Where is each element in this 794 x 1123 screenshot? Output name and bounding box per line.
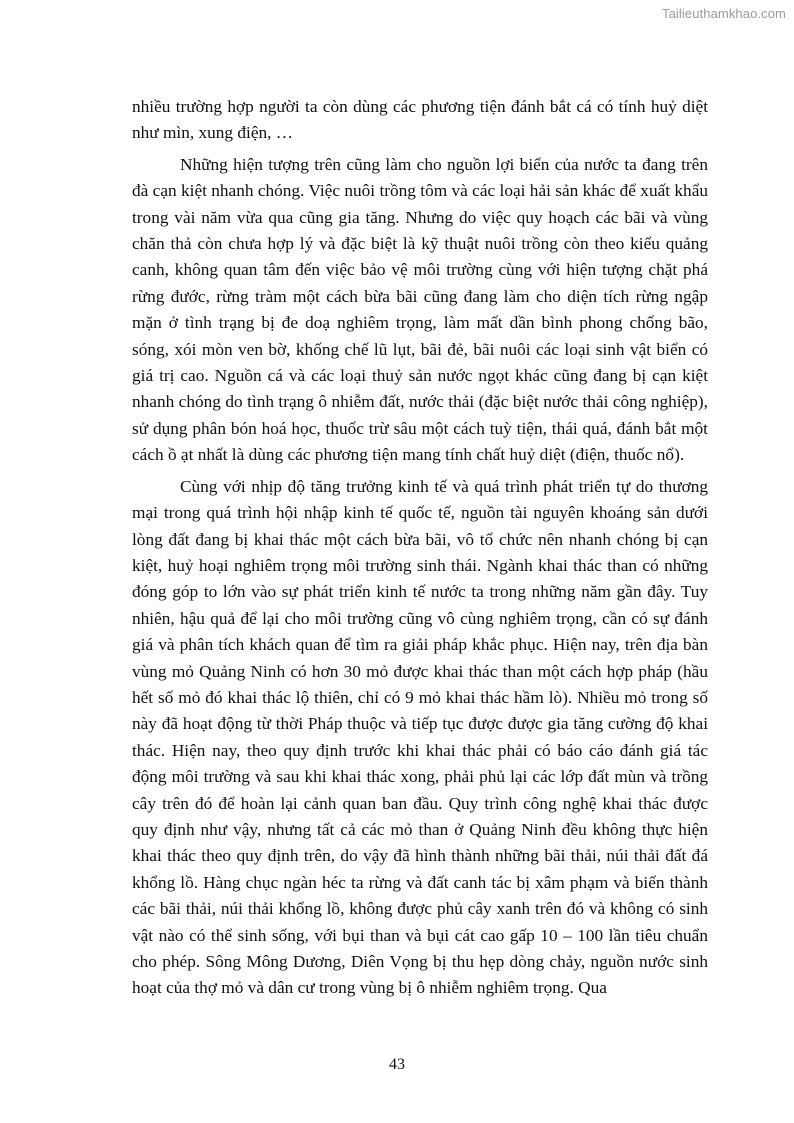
page-number: 43 [389, 1056, 405, 1073]
paragraph-continuation: nhiều trường hợp người ta còn dùng các phương tiện đánh bắt cá có tính huỷ diệt như mìn, xung điện, … [132, 97, 708, 143]
document-body [132, 94, 708, 1002]
paragraph-mining-impact: Cùng với nhịp độ tăng trưởng kinh tế và quá trình phát triển tự do thương mại trong quá trình hội nhập kinh tế quốc tế, nguồn tài nguyên khoáng sản dưới lòng đất đang bị khai thác một cách bừa bãi, vô tổ chức nên nhanh chóng bị cạn kiệt, huỷ hoại nghiêm trọng môi trường sinh thái. Ngành khai thác than có những đóng góp to lớn vào sự phát triển kinh tế nước ta trong những năm gần đây. Tuy nhiên, hậu quả để lại cho môi trường cũng vô cùng nghiêm trọng, cần có sự đánh giá và phân tích khách quan để tìm ra giải pháp khắc phục. Hiện nay, trên địa bàn vùng mỏ Quảng Ninh có hơn 30 mỏ được khai thác than một cách hợp pháp (hầu hết số mỏ đó khai thác lộ thiên, chỉ có 9 mỏ khai thác hầm lò). Nhiều mỏ trong số này đã hoạt động từ thời Pháp thuộc và tiếp tục được được gia tăng cường độ khai thác. Hiện nay, theo quy định trước khi khai thác phải có báo cáo đánh giá tác động môi trường và sau khi khai thác xong, phải phủ lại các lớp đất mùn và trồng cây trên đó để hoàn lại cảnh quan ban đầu. Quy trình công nghệ khai thác được quy định như vậy, nhưng tất cả các mỏ than ở Quảng Ninh đều không thực hiện khai thác theo quy định trên, do vậy đã hình thành những bãi thải, núi thải đất đá khổng lồ. Hàng chục ngàn héc ta rừng và đất canh tác bị xâm phạm và biến thành các bãi thải, núi thải khổng lồ, không được phủ cây xanh trên đó và không có sinh vật nào có thể sinh sống, với bụi than và bụi cát cao gấp 10 – 100 lần tiêu chuẩn cho phép. Sông Mông Dương, Diên Vọng bị thu hẹp dòng chảy, nguồn nước sinh hoạt của thợ mỏ và dân cư trong vùng bị ô nhiễm nghiêm trọng. Qua [132, 476, 708, 998]
site-watermark: Tailieuthamkhao.com [661, 6, 786, 21]
paragraph-marine-resources: Những hiện tượng trên cũng làm cho nguồn lợi biển của nước ta đang trên đà cạn kiệt nhanh chóng. Việc nuôi trồng tôm và các loại hải sản khác để xuất khẩu trong vài năm vừa qua cũng gia tăng. Nhưng do việc quy hoạch các bãi và vùng chăn thả còn chưa hợp lý và đặc biệt là kỹ thuật nuôi trồng còn theo kiểu quảng canh, không quan tâm đến việc bảo vệ môi trường cùng với hiện tượng chặt phá rừng đước, rừng tràm một cách bừa bãi cũng đang làm cho diện tích rừng ngập mặn ở tình trạng bị đe doạ nghiêm trọng, làm mất dần bình phong chống bão, sóng, xói mòn ven bờ, khống chế lũ lụt, bãi đẻ, bãi nuôi các loại sinh vật biển có giá trị cao. Nguồn cá và các loại thuỷ sản nước ngọt khác cũng đang bị cạn kiệt nhanh chóng do tình trạng ô nhiễm đất, nước thải (đặc biệt nước thải công nghiệp), sử dụng phân bón hoá học, thuốc trừ sâu một cách tuỳ tiện, thái quá, đánh bắt một cách ồ ạt nhất là dùng các phương tiện mang tính chất huỷ diệt (điện, thuốc nổ). [132, 154, 708, 465]
